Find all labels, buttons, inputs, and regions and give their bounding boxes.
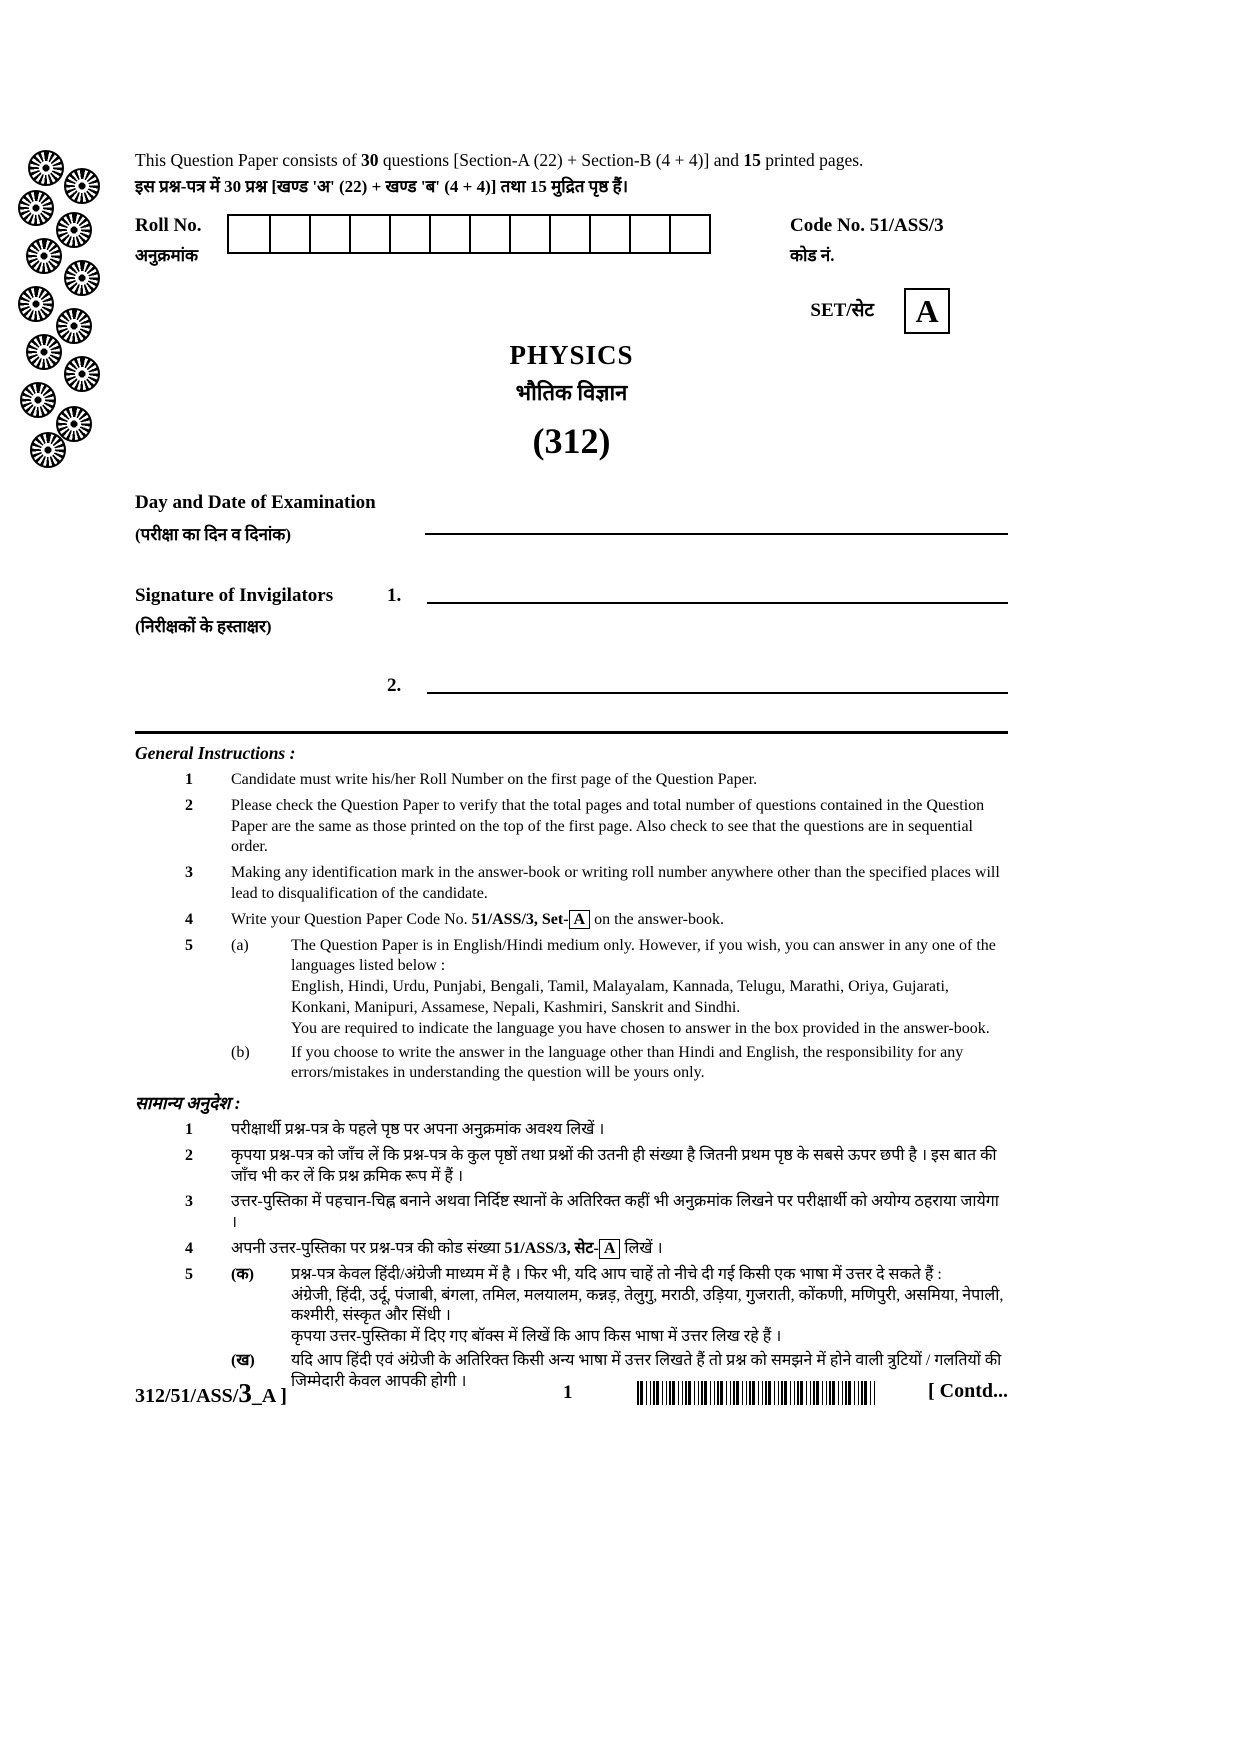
instruction-number: 1 xyxy=(185,1121,193,1138)
subject-title-hi: भौतिक विज्ञान xyxy=(515,380,628,406)
subject-title-en: PHYSICS xyxy=(509,340,634,371)
invigilator-block xyxy=(135,582,1008,700)
invigilator-signature-line-2 xyxy=(427,672,1008,694)
set-row xyxy=(135,288,1008,334)
page-content xyxy=(135,148,1008,1393)
page-number: 1 xyxy=(563,1382,573,1403)
rosette-ornament xyxy=(26,238,62,274)
sub-item-ka xyxy=(231,1265,1008,1348)
rosette-ornament xyxy=(64,168,100,204)
rosette-ornament xyxy=(28,150,64,186)
roll-number-cell xyxy=(469,216,509,252)
exam-date-labels xyxy=(135,489,425,547)
rosette-ornament xyxy=(64,260,100,296)
sub-item-b xyxy=(231,1043,1008,1085)
roll-number-row xyxy=(135,212,1008,268)
instruction-item xyxy=(135,1120,1008,1141)
code-number-block xyxy=(790,212,1008,268)
instruction-number: 2 xyxy=(185,796,193,814)
sub-item-text xyxy=(291,936,1008,1040)
exam-date-row xyxy=(135,489,1008,547)
rosette-ornament xyxy=(56,406,92,442)
set-box: A xyxy=(904,288,950,334)
sub-item-text xyxy=(291,1265,1008,1348)
roll-number-cell xyxy=(549,216,589,252)
rosette-ornament xyxy=(56,212,92,248)
instruction-item xyxy=(135,770,1008,791)
invigilator-label-hi: (निरीक्षकों के हस्ताक्षर) xyxy=(135,617,272,637)
instruction-text: Making any identification mark in the answer-book or writing roll number anywhere other than the specified places will lead to disqualification of the candidate. xyxy=(231,864,1000,903)
paper-code-ref: 51/ASS/3, सेट- xyxy=(504,1239,599,1257)
sub-item-paragraph: कृपया उत्तर-पुस्तिका में दिए गए बॉक्स में लिखें कि आप किस भाषा में उत्तर लिख रहे हैं । xyxy=(291,1328,782,1346)
roll-number-cell xyxy=(429,216,469,252)
set-letter-box: A xyxy=(569,910,591,930)
invigilator-row-1 xyxy=(135,582,1008,640)
roll-number-cell xyxy=(349,216,389,252)
instruction-item xyxy=(135,863,1008,905)
exam-date-line xyxy=(425,489,1008,535)
instruction-item xyxy=(135,936,1008,1085)
ornament-strip xyxy=(6,150,116,490)
roll-number-cell xyxy=(389,216,429,252)
instruction-number: 1 xyxy=(185,771,193,789)
roll-number-label-hi: अनुक्रमांक xyxy=(135,245,199,265)
instruction-text: Candidate must write his/her Roll Number on the first page of the Question Paper. xyxy=(231,771,758,789)
instruction-number: 5 xyxy=(185,936,193,954)
instructions-section xyxy=(135,742,1008,1392)
set-letter-box: A xyxy=(599,1239,621,1259)
instruction-item xyxy=(135,1239,1008,1260)
instruction-text-part: अपनी उत्तर-पुस्तिका पर प्रश्न-पत्र की कोड संख्या xyxy=(231,1239,505,1257)
sub-item-paragraph: You are required to indicate the language you have chosen to answer in the box provided in the answer-book. xyxy=(291,1019,990,1037)
barcode xyxy=(637,1381,875,1405)
invigilator-labels xyxy=(135,582,387,640)
roll-number-cell xyxy=(669,216,709,252)
title-block xyxy=(135,336,1008,467)
header-note-hi: इस प्रश्न-पत्र में 30 प्रश्न [खण्ड 'अ' (22) + खण्ड 'ब' (4 + 4)] तथा 15 मुद्रित पृष्ठ हैं। xyxy=(135,177,629,197)
instructions-heading-hi: सामान्य अनुदेश : xyxy=(135,1093,241,1114)
instruction-item xyxy=(135,1265,1008,1393)
sub-item-paragraph: प्रश्न-पत्र केवल हिंदी/अंग्रेजी माध्यम में है । फिर भी, यदि आप चाहें तो नीचे दी गई किसी एक भाषा में उत्तर दे सकते हैं : xyxy=(291,1265,942,1283)
footer-code-part: _A ] xyxy=(251,1385,287,1407)
footer-paper-code xyxy=(135,1378,287,1409)
set-label: SET/सेट xyxy=(810,300,874,322)
instruction-item xyxy=(135,910,1008,931)
instruction-number: 4 xyxy=(185,910,193,928)
instructions-section-hi xyxy=(135,1092,1008,1392)
sub-item-label: (क) xyxy=(231,1265,254,1283)
instruction-text xyxy=(231,910,1008,931)
roll-number-label-en: Roll No. xyxy=(135,215,202,237)
sub-item-text: If you choose to write the answer in the language other than Hindi and English, the responsibility for any errors/mistakes in understanding the question will be yours only. xyxy=(291,1043,964,1082)
instruction-text: परीक्षार्थी प्रश्न-पत्र के पहले पृष्ठ पर अपना अनुक्रमांक अवश्य लिखें । xyxy=(231,1121,605,1138)
sub-item-a xyxy=(231,936,1008,1040)
footer-code-part: 3 xyxy=(238,1378,252,1408)
invigilator-signature-line-1 xyxy=(427,582,1008,604)
rosette-ornament xyxy=(64,356,100,392)
instruction-item xyxy=(135,1192,1008,1234)
instruction-text xyxy=(231,1265,1008,1393)
instruction-text-part: लिखें । xyxy=(620,1239,663,1257)
page-footer xyxy=(135,1378,1008,1412)
exam-date-label-en: Day and Date of Examination xyxy=(135,492,376,514)
rosette-ornament xyxy=(56,308,92,344)
invigilator-number-1: 1. xyxy=(387,584,402,606)
footer-code-part: 312/51/ASS/ xyxy=(135,1385,239,1407)
instruction-item xyxy=(135,796,1008,858)
roll-number-labels xyxy=(135,212,227,268)
instructions-heading-en: General Instructions : xyxy=(135,743,296,764)
instruction-text-part: Write your Question Paper Code No. xyxy=(231,910,472,928)
rosette-ornament xyxy=(18,286,54,322)
instruction-text xyxy=(231,936,1008,1085)
page-count: 15 xyxy=(743,150,761,170)
instruction-number: 3 xyxy=(185,864,193,882)
instruction-number: 2 xyxy=(185,1146,193,1164)
sub-item-label: (ख) xyxy=(231,1351,255,1369)
header-note-en-part: printed pages. xyxy=(760,150,864,170)
instruction-number: 3 xyxy=(185,1193,193,1211)
rosette-ornament xyxy=(18,190,54,226)
roll-number-grid xyxy=(227,214,711,254)
invigilator-number-2: 2. xyxy=(387,674,402,696)
sub-item-text: यदि आप हिंदी एवं अंग्रेजी के अतिरिक्त किसी अन्य भाषा में उत्तर लिखते हैं तो प्रश्न को समझने में होने वाली त्रुटियों / गलतियों की जिम्मेदारी केवल आपकी होगी । xyxy=(291,1351,1002,1390)
code-number-label-en: Code No. 51/ASS/3 xyxy=(790,215,944,237)
rosette-ornament xyxy=(26,334,62,370)
instruction-item xyxy=(135,1146,1008,1188)
sub-item-label: (b) xyxy=(231,1043,250,1061)
contd-label: [ Contd... xyxy=(927,1380,1008,1402)
sub-item-paragraph: The Question Paper is in English/Hindi medium only. However, if you wish, you can answer in any one of the languages listed below : xyxy=(291,936,996,975)
rosette-ornament xyxy=(30,432,66,468)
subject-code: (312) xyxy=(532,421,611,462)
instruction-text xyxy=(231,1239,1008,1260)
spacer xyxy=(135,672,387,700)
horizontal-divider xyxy=(135,731,1008,734)
invigilator-label-en: Signature of Invigilators xyxy=(135,584,334,606)
roll-number-cell xyxy=(229,216,269,252)
roll-number-cell xyxy=(629,216,669,252)
roll-number-cell xyxy=(269,216,309,252)
exam-date-label-hi: (परीक्षा का दिन व दिनांक) xyxy=(135,524,292,544)
code-number-label-hi: कोड नं. xyxy=(790,245,835,265)
paper-code-ref: 51/ASS/3, Set- xyxy=(471,910,569,928)
question-count: 30 xyxy=(361,150,379,170)
instruction-text-part: on the answer-book. xyxy=(590,910,724,928)
instruction-text: कृपया प्रश्न-पत्र को जाँच लें कि प्रश्न-पत्र के कुल पृष्ठों तथा प्रश्नों की उतनी ही संख्या है जितनी प्रथम पृष्ठ के सबसे ऊपर छपी है । इस बात की जाँच भी कर लें कि प्रश्न क्रमिक रूप में हैं । xyxy=(231,1146,997,1185)
instruction-number: 4 xyxy=(185,1239,193,1257)
invigilator-row-2 xyxy=(135,672,1008,700)
instruction-text: Please check the Question Paper to verify that the total pages and total number of questions contained in the Question Paper are the same as those printed on the top of the first page. Also check to see that the questions are in sequential order. xyxy=(231,796,985,856)
language-list: अंग्रेजी, हिंदी, उर्दू, पंजाबी, बंगला, तमिल, मलयालम, कन्नड़, तेलुगु, मराठी, उड़िया, गुजराती, कोंकणी, मणिपुरी, असमिया, नेपाली, कश्मीरी, संस्कृत और सिंधी । xyxy=(291,1286,1004,1325)
roll-number-cell xyxy=(309,216,349,252)
header-note-en xyxy=(135,148,1008,173)
rosette-ornament xyxy=(20,382,56,418)
header-note-en-part: questions [Section-A (22) + Section-B (4 + 4)] and xyxy=(378,150,744,170)
instruction-number: 5 xyxy=(185,1265,193,1283)
language-list: English, Hindi, Urdu, Punjabi, Bengali, Tamil, Malayalam, Kannada, Telugu, Marathi, Oriya, Gujarati, Konkani, Manipuri, Assamese, Nepali, Kashmiri, Sanskrit and Sindhi. xyxy=(291,978,949,1017)
instruction-text: उत्तर-पुस्तिका में पहचान-चिह्न बनाने अथवा निर्दिष्ट स्थानों के अतिरिक्त कहीं भी अनुक्रमांक लिखने पर परीक्षार्थी को अयोग्य ठहराया जायेगा । xyxy=(231,1193,999,1232)
roll-number-cell xyxy=(589,216,629,252)
header-note-en-part: This Question Paper consists of xyxy=(135,150,362,170)
sub-item-label: (a) xyxy=(231,936,249,954)
roll-number-cell xyxy=(509,216,549,252)
